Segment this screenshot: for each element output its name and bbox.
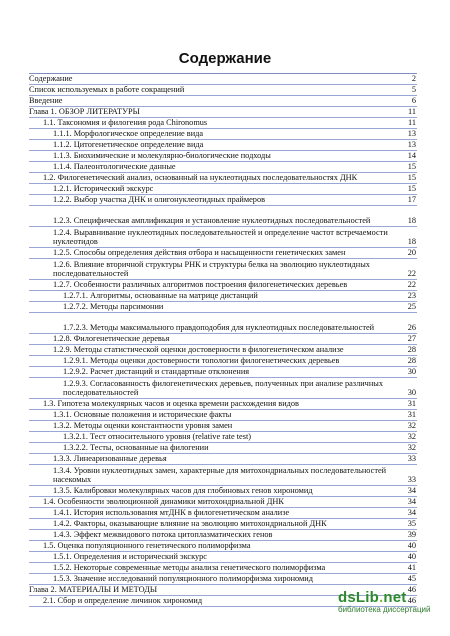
toc-entry[interactable] xyxy=(29,140,417,151)
toc-entry[interactable] xyxy=(29,432,417,443)
toc-entry-title: Введение xyxy=(29,96,63,106)
toc-entry-title: 1.2.2. Выбор участка ДНК и олигонуклеотидных праймеров xyxy=(53,195,266,205)
toc-entry-title: Глава 1. ОБЗОР ЛИТЕРАТУРЫ xyxy=(29,107,140,117)
toc-entry[interactable] xyxy=(29,184,417,195)
toc-entry[interactable] xyxy=(29,227,417,248)
toc-entry-title: 1.2.1. Исторический экскурс xyxy=(53,184,154,194)
toc-entry-title: 1.1. Таксономия и филогения рода Chironomus xyxy=(43,118,208,128)
toc-entry[interactable] xyxy=(29,486,417,497)
toc-entry[interactable] xyxy=(29,552,417,563)
toc-entry-title: 1.3.1. Основные положения и исторические факты xyxy=(53,410,232,420)
toc-entry[interactable] xyxy=(29,465,417,486)
toc-entry[interactable] xyxy=(29,345,417,356)
toc-entry-title: 1.3. Гипотеза молекулярных часов и оценка времени расхождения видов xyxy=(43,399,299,409)
toc-entry[interactable] xyxy=(29,563,417,574)
toc-entry-title: 1.5.3. Значение исследований популяционного полиморфизма хирономид xyxy=(53,574,313,584)
toc-entry-title: 1.3.4. Уровни нуклеотидных замен, характерные для митохондриальных последовательностей насекомых xyxy=(53,465,387,485)
toc-entry[interactable] xyxy=(29,74,417,85)
toc-entry-page: 25 xyxy=(407,302,416,312)
toc-entry-page: 46 xyxy=(407,585,416,595)
toc-entry-page: 32 xyxy=(407,421,416,431)
toc-entry-page: 32 xyxy=(407,432,416,442)
toc-entry-title: 1.4. Особенности эволюционной динамики митохондриальной ДНК xyxy=(43,497,284,507)
toc-entry-page: 15 xyxy=(407,184,416,194)
toc-entry[interactable] xyxy=(29,280,417,291)
toc-entry-title: 1.2.6. Влияние вторичной структуры РНК и структуры белка на эволюцию нуклеотидных последовательностей xyxy=(53,259,370,279)
toc-entry-page: 33 xyxy=(407,475,416,485)
toc-entry-title: 1.1.2. Цитогенетическое определение вида xyxy=(53,140,204,150)
toc-entry[interactable] xyxy=(29,541,417,552)
toc-entry-page: 34 xyxy=(407,508,416,518)
toc-entry-page: 13 xyxy=(407,129,416,139)
toc-entry-page: 15 xyxy=(407,162,416,172)
toc-entry[interactable] xyxy=(29,195,417,206)
toc-entry-title: 1.3.2.1. Тест относительного уровня (relative rate test) xyxy=(63,432,252,442)
toc-entry[interactable] xyxy=(29,574,417,585)
toc-entry-title: 1.2.4. Выравнивание нуклеотидных последовательностей и определение частот встречаемости нуклеотидов xyxy=(53,227,388,247)
toc-entry[interactable] xyxy=(29,173,417,184)
toc-entry[interactable] xyxy=(29,107,417,118)
toc-entry[interactable] xyxy=(29,248,417,259)
watermark-logo[interactable] xyxy=(338,589,448,614)
watermark-logo-text: dsLib.net xyxy=(338,589,407,606)
toc-entry-page: 40 xyxy=(407,552,416,562)
toc-entry-page: 2 xyxy=(411,74,416,84)
toc-entry-title: 1.2. Филогенетический анализ, основанный на нуклеотидных последовательностях ДНК xyxy=(43,173,358,183)
toc-entry-title: 1.2.9.1. Методы оценки достоверности топологии филогенетических деревьев xyxy=(63,356,340,366)
toc-entry-title: 1.2.9. Методы статистической оценки достоверности в филогенетическом анализе xyxy=(53,345,344,355)
toc-entry-title: 1.5. Оценка популяционного генетического полиморфизма xyxy=(43,541,251,551)
toc-entry-title: 1.4.3. Эффект межвидового потока цитоплазматических генов xyxy=(53,530,273,540)
toc-entry[interactable] xyxy=(29,313,417,334)
toc-entry-title: 2.1. Сбор и определение личинок хирономид xyxy=(43,596,203,606)
toc-entry-page: 22 xyxy=(407,269,416,279)
toc-entry-page: 28 xyxy=(407,356,416,366)
toc-entry[interactable] xyxy=(29,118,417,129)
toc-entry[interactable] xyxy=(29,454,417,465)
toc-entry-title: 1.1.4. Палеонтологические данные xyxy=(53,162,176,172)
toc-entry-page: 45 xyxy=(407,574,416,584)
toc-entry-page: 13 xyxy=(407,140,416,150)
toc-entry-page: 30 xyxy=(407,367,416,377)
toc-entry-page: 22 xyxy=(407,280,416,290)
toc-entry-page: 34 xyxy=(407,497,416,507)
toc-entry-title: 1.2.8. Филогенетические деревья xyxy=(53,334,170,344)
toc-entry-page: 32 xyxy=(407,443,416,453)
toc-entry-page: 31 xyxy=(407,410,416,420)
toc-entry-page: 46 xyxy=(407,596,416,606)
toc-entry[interactable] xyxy=(29,206,417,227)
toc-entry-title: 1.4.2. Факторы, оказывающие влияние на эволюцию митохондриальной ДНК xyxy=(53,519,327,529)
toc-entry-page: 40 xyxy=(407,541,416,551)
toc-entry-title: 1.2.9.2. Расчет дистанций и стандартные отклонения xyxy=(63,367,250,377)
toc-entry-title: 1.2.7.2. Методы парсимонии xyxy=(63,302,164,312)
toc-entry-page: 5 xyxy=(411,85,416,95)
toc-entry-page: 11 xyxy=(408,107,416,117)
toc-entry-page: 34 xyxy=(407,486,416,496)
table-of-contents xyxy=(29,73,417,607)
toc-entry-title: 1.2.3. Специфическая амплификация и установление нуклеотидных последовательностей xyxy=(53,216,371,226)
toc-entry-title: 1.3.5. Калибровки молекулярных часов для глобиновых генов хирономид xyxy=(53,486,313,496)
toc-entry-title: 1.2.7. Особенности различных алгоритмов построения филогенетических деревьев xyxy=(53,280,348,290)
toc-entry[interactable] xyxy=(29,356,417,367)
toc-entry[interactable] xyxy=(29,410,417,421)
toc-entry[interactable] xyxy=(29,367,417,378)
toc-entry-page: 26 xyxy=(407,323,416,333)
toc-entry-page: 27 xyxy=(407,334,416,344)
toc-entry-page: 41 xyxy=(407,563,416,573)
watermark-subtitle: библиотека диссертаций xyxy=(338,605,431,614)
toc-entry[interactable] xyxy=(29,259,417,280)
toc-entry-title: 1.2.5. Способы определения действия отбора и насыщенности генетических замен xyxy=(53,248,346,258)
toc-entry-page: 11 xyxy=(408,118,416,128)
toc-entry-title: 1.3.2.2. Тесты, основанные на филогении xyxy=(63,443,209,453)
toc-entry-page: 35 xyxy=(407,519,416,529)
toc-entry[interactable] xyxy=(29,129,417,140)
toc-entry-page: 39 xyxy=(407,530,416,540)
toc-entry-page: 14 xyxy=(407,151,416,161)
toc-entry-title: 1.7.2.3. Методы максимального правдоподобия для нуклеотидных последовательностей xyxy=(63,323,375,333)
toc-entry[interactable] xyxy=(29,334,417,345)
toc-entry-page: 20 xyxy=(407,248,416,258)
toc-entry-page: 23 xyxy=(407,291,416,301)
toc-entry-page: 33 xyxy=(407,454,416,464)
toc-entry[interactable] xyxy=(29,151,417,162)
toc-entry-page: 18 xyxy=(407,237,416,247)
toc-entry[interactable] xyxy=(29,519,417,530)
toc-entry-title: 1.2.9.3. Согласованность филогенетических деревьев, полученных при анализе различных последовательностей xyxy=(63,378,383,398)
toc-entry-title: 1.5.2. Некоторые современные методы анализа генетического полиморфизма xyxy=(53,563,326,573)
toc-entry-page: 31 xyxy=(407,399,416,409)
toc-entry-title: Глава 2. МАТЕРИАЛЫ И МЕТОДЫ xyxy=(29,585,158,595)
toc-entry-title: 1.4.1. История использования мтДНК в филогенетическом анализе xyxy=(53,508,290,518)
toc-entry-title: 1.3.3. Линеаризованные деревья xyxy=(53,454,167,464)
toc-entry-page: 17 xyxy=(407,195,416,205)
toc-entry-page: 6 xyxy=(411,96,416,106)
toc-entry-page: 18 xyxy=(407,216,416,226)
toc-entry[interactable] xyxy=(29,443,417,454)
page-title: Содержание xyxy=(178,50,272,67)
toc-entry[interactable] xyxy=(29,291,417,302)
toc-entry-title: 1.1.1. Морфологическое определение вида xyxy=(53,129,204,139)
toc-entry-title: 1.2.7.1. Алгоритмы, основанные на матрице дистанций xyxy=(63,291,258,301)
toc-entry-title: Список используемых в работе сокращений xyxy=(29,85,185,95)
toc-entry[interactable] xyxy=(29,421,417,432)
toc-entry[interactable] xyxy=(29,96,417,107)
toc-entry[interactable] xyxy=(29,85,417,96)
toc-entry-page: 30 xyxy=(407,388,416,398)
toc-entry-page: 28 xyxy=(407,345,416,355)
toc-entry-title: 1.1.3. Биохимические и молекулярно-биологические подходы xyxy=(53,151,271,161)
toc-entry-page: 15 xyxy=(407,173,416,183)
toc-entry-title: Содержание xyxy=(29,74,73,84)
toc-entry[interactable] xyxy=(29,162,417,173)
toc-entry[interactable] xyxy=(29,399,417,410)
toc-entry[interactable] xyxy=(29,378,417,399)
toc-entry[interactable] xyxy=(29,530,417,541)
toc-entry-title: 1.5.1. Определения и исторический экскурс xyxy=(53,552,207,562)
toc-entry[interactable] xyxy=(29,497,417,508)
toc-entry[interactable] xyxy=(29,508,417,519)
toc-entry[interactable] xyxy=(29,302,417,313)
toc-entry-title: 1.3.2. Методы оценки константности уровня замен xyxy=(53,421,233,431)
